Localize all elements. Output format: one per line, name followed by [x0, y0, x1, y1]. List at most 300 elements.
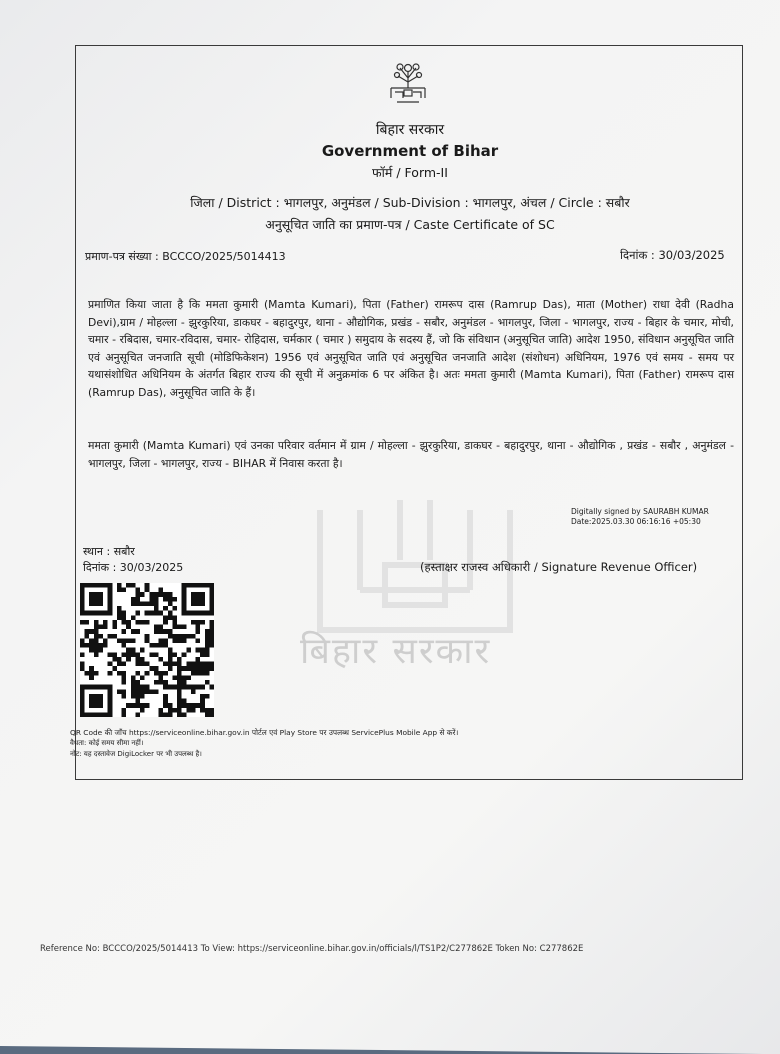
- qr-module: [94, 671, 99, 676]
- qr-module: [159, 611, 164, 616]
- qr-module: [159, 657, 164, 662]
- qr-module: [191, 703, 196, 708]
- qr-module: [159, 712, 164, 717]
- qr-module: [122, 694, 127, 699]
- qr-module: [145, 588, 150, 593]
- qr-module: [168, 611, 173, 616]
- qr-module: [177, 666, 182, 671]
- qr-module: [140, 601, 145, 606]
- qr-module: [154, 666, 159, 671]
- qr-module: [135, 699, 140, 704]
- qr-module: [177, 685, 182, 690]
- qr-module: [140, 592, 145, 597]
- qr-module: [149, 611, 154, 616]
- qr-module: [126, 703, 131, 708]
- qr-verify-note: QR Code की जाँच https://serviceonline.bihar.gov.in पोर्टल एवं Play Store पर उपलब्ध ServicePlus Mobile App से करें।: [70, 728, 459, 737]
- qr-module: [112, 657, 117, 662]
- qr-module: [172, 620, 177, 625]
- qr-module: [112, 625, 117, 630]
- qr-module: [122, 671, 127, 676]
- qr-module: [145, 583, 150, 588]
- qr-module: [209, 685, 214, 690]
- qr-module: [117, 638, 122, 643]
- qr-module: [205, 629, 210, 634]
- qr-module: [117, 689, 122, 694]
- qr-module: [209, 625, 214, 630]
- qr-module: [135, 703, 140, 708]
- qr-module: [163, 699, 168, 704]
- qr-module: [140, 708, 145, 713]
- qr-module: [122, 588, 127, 593]
- qr-module: [168, 708, 173, 713]
- qr-module: [205, 643, 210, 648]
- signature-date: दिनांक : 30/03/2025: [83, 561, 184, 574]
- qr-module: [154, 606, 159, 611]
- qr-module: [126, 657, 131, 662]
- qr-module: [200, 708, 205, 713]
- qr-code[interactable]: [80, 583, 214, 717]
- qr-module: [135, 588, 140, 593]
- qr-module: [131, 652, 136, 657]
- qr-module: [126, 652, 131, 657]
- qr-module: [163, 694, 168, 699]
- qr-module: [103, 620, 108, 625]
- qr-module: [177, 625, 182, 630]
- qr-module: [172, 652, 177, 657]
- qr-module: [209, 708, 214, 713]
- qr-module: [163, 606, 168, 611]
- qr-module: [149, 643, 154, 648]
- qr-module: [122, 680, 127, 685]
- qr-module: [98, 625, 103, 630]
- qr-module: [191, 620, 196, 625]
- certificate-paragraph-1: प्रमाणित किया जाता है कि ममता कुमारी (Mamta Kumari), पिता (Father) रामरूप दास (Ramrup Das), माता (Mother) राधा देवी (Radha Devi),ग्राम / मोहल्ला - झुरकुरिया, डाकघर - बहादुरपुर, थाना - औद्योगिक, प्रखंड - सबौर, अनुमंडल - भागलपुर, जिला - भागलपुर, राज्य - बिहार के चमार, मोची, चमार - रबिदास, चमार-रविदास, चमार- रोहिदास, चर्मकार ( चमार ) समुदाय के सदस्य हैं, जो कि संविधान (अनुसूचित जाति) आदेश 1950, संविधान अनुसूचित जाति एवं अनुसूचित जनजाति सूची (मोडिफिकेशन) 1956 एवं अनुसूचित जाति एवं अनुसूचित जनजाति आदेश (संशोधन) अधिनियम, 1976 एवं समय - समय पर यथासंशोधित अधिनियम के अंतर्गत बिहार राज्य की सूची में अनुक्रमांक 6 पर अंकित है। अतः ममता कुमारी (Mamta Kumari), पिता (Father) रामरूप दास (Ramrup Das), अनुसूचित जाति के हैं।: [88, 298, 734, 399]
- qr-module: [126, 648, 131, 653]
- qr-module: [80, 652, 85, 657]
- qr-module: [182, 675, 187, 680]
- qr-module: [177, 699, 182, 704]
- qr-module: [172, 662, 177, 667]
- qr-module: [122, 712, 127, 717]
- qr-module: [145, 611, 150, 616]
- qr-module: [196, 666, 201, 671]
- qr-module: [205, 671, 210, 676]
- qr-module: [196, 685, 201, 690]
- qr-module: [131, 694, 136, 699]
- qr-module: [117, 583, 122, 588]
- qr-module: [172, 625, 177, 630]
- qr-module: [191, 708, 196, 713]
- qr-module: [94, 648, 99, 653]
- qr-module: [196, 671, 201, 676]
- qr-module: [126, 583, 131, 588]
- qr-module: [94, 629, 99, 634]
- qr-module: [140, 694, 145, 699]
- qr-module: [200, 685, 205, 690]
- qr-module: [135, 611, 140, 616]
- qr-module: [140, 648, 145, 653]
- bihar-emblem-icon: [383, 58, 433, 108]
- qr-module: [98, 648, 103, 653]
- qr-module: [135, 629, 140, 634]
- qr-module: [200, 620, 205, 625]
- qr-module: [172, 634, 177, 639]
- qr-module: [159, 643, 164, 648]
- qr-module: [172, 597, 177, 602]
- qr-module: [154, 601, 159, 606]
- qr-module: [205, 666, 210, 671]
- qr-module: [163, 620, 168, 625]
- qr-module: [196, 620, 201, 625]
- qr-module: [145, 689, 150, 694]
- qr-module: [145, 601, 150, 606]
- qr-module: [182, 634, 187, 639]
- qr-module: [200, 648, 205, 653]
- qr-module: [117, 657, 122, 662]
- qr-module: [140, 689, 145, 694]
- qr-module: [205, 708, 210, 713]
- qr-module: [163, 629, 168, 634]
- certificate-title: अनुसूचित जाति का प्रमाण-पत्र / Caste Certificate of SC: [265, 217, 555, 232]
- qr-module: [122, 643, 127, 648]
- qr-module: [177, 675, 182, 680]
- qr-module: [89, 675, 94, 680]
- qr-module: [172, 615, 177, 620]
- qr-module: [131, 675, 136, 680]
- qr-module: [117, 662, 122, 667]
- gov-title-english: Government of Bihar: [321, 142, 499, 160]
- qr-module: [163, 712, 168, 717]
- form-label: फॉर्म / Form-II: [372, 165, 448, 180]
- qr-module: [168, 615, 173, 620]
- qr-module: [140, 620, 145, 625]
- qr-module: [168, 634, 173, 639]
- qr-module: [196, 657, 201, 662]
- qr-module: [140, 657, 145, 662]
- qr-module: [186, 685, 191, 690]
- qr-module: [200, 652, 205, 657]
- qr-module: [196, 648, 201, 653]
- qr-module: [131, 597, 136, 602]
- qr-module: [154, 629, 159, 634]
- qr-module: [89, 666, 94, 671]
- qr-module: [209, 662, 214, 667]
- qr-module: [168, 657, 173, 662]
- qr-module: [172, 685, 177, 690]
- qr-module: [182, 680, 187, 685]
- reference-footer: Reference No: BCCCO/2025/5014413 To View: https://serviceonline.bihar.gov.in/officials/l/TS1P2/C277862E Token No: C277862E: [40, 944, 584, 954]
- qr-module: [103, 625, 108, 630]
- qr-module: [168, 703, 173, 708]
- qr-module: [135, 712, 140, 717]
- qr-module: [159, 588, 164, 593]
- qr-module: [154, 652, 159, 657]
- qr-module: [80, 620, 85, 625]
- qr-module: [131, 629, 136, 634]
- qr-module: [94, 625, 99, 630]
- qr-module: [145, 620, 150, 625]
- qr-module: [209, 629, 214, 634]
- qr-module: [159, 638, 164, 643]
- qr-module: [168, 601, 173, 606]
- qr-module: [131, 689, 136, 694]
- qr-module: [182, 625, 187, 630]
- qr-module: [177, 712, 182, 717]
- qr-module: [205, 694, 210, 699]
- qr-module: [98, 634, 103, 639]
- qr-module: [182, 666, 187, 671]
- qr-module: [149, 652, 154, 657]
- qr-module: [168, 685, 173, 690]
- qr-module: [149, 666, 154, 671]
- qr-module: [122, 629, 127, 634]
- qr-module: [135, 601, 140, 606]
- qr-module: [168, 652, 173, 657]
- qr-module: [205, 648, 210, 653]
- qr-module: [112, 666, 117, 671]
- qr-module: [200, 671, 205, 676]
- qr-module: [163, 703, 168, 708]
- district-line: जिला / District : भागलपुर, अनुमंडल / Sub-Division : भागलपुर, अंचल / Circle : सबौर: [190, 195, 630, 210]
- qr-module: [94, 652, 99, 657]
- qr-module: [168, 648, 173, 653]
- qr-module: [135, 592, 140, 597]
- qr-module: [98, 643, 103, 648]
- qr-module: [182, 699, 187, 704]
- qr-module: [145, 634, 150, 639]
- gov-title-hindi: बिहार सरकार: [375, 122, 445, 138]
- qr-module: [154, 689, 159, 694]
- qr-module: [209, 638, 214, 643]
- qr-module: [205, 712, 210, 717]
- qr-module: [191, 634, 196, 639]
- validity-note: वैधता: कोई समय सीमा नहीं।: [70, 739, 144, 747]
- qr-module: [80, 643, 85, 648]
- qr-module: [163, 592, 168, 597]
- qr-module: [159, 708, 164, 713]
- qr-module: [200, 662, 205, 667]
- qr-module: [159, 592, 164, 597]
- qr-module: [89, 629, 94, 634]
- qr-module: [122, 689, 127, 694]
- qr-module: [163, 662, 168, 667]
- qr-module: [163, 597, 168, 602]
- qr-module: [140, 675, 145, 680]
- qr-module: [131, 648, 136, 653]
- qr-module: [135, 671, 140, 676]
- digital-signature-name: Digitally signed by SAURABH KUMAR: [571, 507, 709, 516]
- qr-module: [196, 638, 201, 643]
- qr-module: [200, 703, 205, 708]
- qr-module: [168, 592, 173, 597]
- qr-module: [89, 671, 94, 676]
- qr-module: [163, 615, 168, 620]
- qr-module: [205, 680, 210, 685]
- place-line: स्थान : सबौर: [83, 545, 135, 558]
- qr-module: [122, 620, 127, 625]
- qr-module: [182, 703, 187, 708]
- qr-module: [135, 694, 140, 699]
- qr-module: [172, 606, 177, 611]
- qr-module: [177, 703, 182, 708]
- qr-module: [89, 638, 94, 643]
- qr-module: [126, 625, 131, 630]
- qr-module: [186, 662, 191, 667]
- qr-module: [168, 662, 173, 667]
- qr-module: [117, 611, 122, 616]
- certificate-number: प्रमाण-पत्र संख्या : BCCCO/2025/5014413: [85, 250, 286, 263]
- qr-module: [85, 634, 90, 639]
- qr-module: [182, 685, 187, 690]
- qr-module: [145, 685, 150, 690]
- digital-signature-date: Date:2025.03.30 06:16:16 +05:30: [571, 517, 701, 526]
- qr-module: [85, 620, 90, 625]
- signature-officer: (हस्ताक्षर राजस्व अधिकारी / Signature Revenue Officer): [420, 560, 698, 574]
- qr-module: [172, 675, 177, 680]
- qr-module: [108, 662, 113, 667]
- qr-module: [131, 615, 136, 620]
- qr-module: [131, 601, 136, 606]
- qr-module: [163, 671, 168, 676]
- digital-signature: [571, 507, 709, 527]
- qr-module: [205, 652, 210, 657]
- qr-module: [200, 694, 205, 699]
- qr-module: [145, 638, 150, 643]
- qr-module: [200, 666, 205, 671]
- qr-module: [186, 703, 191, 708]
- qr-module: [159, 625, 164, 630]
- qr-module: [108, 671, 113, 676]
- digilocker-note: नोट: यह दस्तावेज DigiLocker पर भी उपलब्ध है।: [70, 750, 202, 758]
- qr-module: [209, 643, 214, 648]
- qr-module: [94, 643, 99, 648]
- qr-module: [154, 643, 159, 648]
- qr-module: [135, 689, 140, 694]
- qr-module: [80, 666, 85, 671]
- qr-module: [196, 703, 201, 708]
- qr-module: [149, 592, 154, 597]
- qr-module: [135, 652, 140, 657]
- qr-module: [140, 685, 145, 690]
- qr-module: [85, 671, 90, 676]
- qr-module: [117, 671, 122, 676]
- qr-module: [112, 634, 117, 639]
- qr-module: [89, 643, 94, 648]
- qr-module: [89, 648, 94, 653]
- qr-module: [159, 675, 164, 680]
- qr-module: [200, 699, 205, 704]
- qr-module: [122, 675, 127, 680]
- qr-module: [205, 638, 210, 643]
- qr-module: [145, 662, 150, 667]
- qr-module: [182, 652, 187, 657]
- qr-module: [177, 662, 182, 667]
- qr-module: [196, 662, 201, 667]
- issue-date: दिनांक : 30/03/2025: [620, 248, 725, 262]
- qr-module: [122, 638, 127, 643]
- qr-module: [186, 648, 191, 653]
- qr-module: [126, 638, 131, 643]
- qr-module: [149, 689, 154, 694]
- qr-module: [131, 680, 136, 685]
- qr-module: [191, 689, 196, 694]
- qr-module: [154, 611, 159, 616]
- qr-module: [163, 643, 168, 648]
- qr-module: [177, 634, 182, 639]
- qr-module: [191, 662, 196, 667]
- qr-module: [131, 703, 136, 708]
- qr-module: [94, 634, 99, 639]
- qr-module: [154, 597, 159, 602]
- qr-module: [163, 638, 168, 643]
- qr-module: [103, 643, 108, 648]
- qr-module: [177, 671, 182, 676]
- qr-module: [182, 638, 187, 643]
- qr-module: [135, 685, 140, 690]
- qr-module: [131, 638, 136, 643]
- qr-module: [172, 708, 177, 713]
- qr-module: [108, 634, 113, 639]
- qr-module: [117, 615, 122, 620]
- qr-module: [80, 662, 85, 667]
- qr-module: [135, 662, 140, 667]
- qr-module: [131, 583, 136, 588]
- qr-module: [154, 625, 159, 630]
- qr-module: [154, 592, 159, 597]
- qr-module: [186, 675, 191, 680]
- qr-module: [117, 588, 122, 593]
- qr-module: [112, 652, 117, 657]
- qr-module: [154, 680, 159, 685]
- qr-module: [177, 689, 182, 694]
- qr-module: [94, 638, 99, 643]
- qr-module: [159, 671, 164, 676]
- qr-module: [163, 680, 168, 685]
- qr-module: [80, 638, 85, 643]
- qr-module: [117, 606, 122, 611]
- qr-module: [196, 625, 201, 630]
- qr-module: [186, 708, 191, 713]
- qr-module: [122, 662, 127, 667]
- qr-module: [177, 708, 182, 713]
- qr-module: [149, 597, 154, 602]
- qr-module: [186, 666, 191, 671]
- qr-module: [168, 666, 173, 671]
- qr-module: [168, 597, 173, 602]
- qr-module: [135, 657, 140, 662]
- qr-module: [177, 657, 182, 662]
- qr-module: [196, 629, 201, 634]
- qr-module: [172, 638, 177, 643]
- qr-module: [209, 712, 214, 717]
- qr-module: [122, 611, 127, 616]
- qr-module: [159, 629, 164, 634]
- qr-module: [205, 662, 210, 667]
- qr-module: [168, 712, 173, 717]
- qr-module: [140, 703, 145, 708]
- qr-module: [145, 703, 150, 708]
- qr-module: [85, 643, 90, 648]
- qr-module: [145, 671, 150, 676]
- qr-module: [103, 638, 108, 643]
- qr-module: [191, 666, 196, 671]
- qr-module: [177, 680, 182, 685]
- qr-module: [149, 601, 154, 606]
- qr-module: [182, 712, 187, 717]
- qr-module: [108, 652, 113, 657]
- qr-module: [209, 666, 214, 671]
- qr-module: [191, 685, 196, 690]
